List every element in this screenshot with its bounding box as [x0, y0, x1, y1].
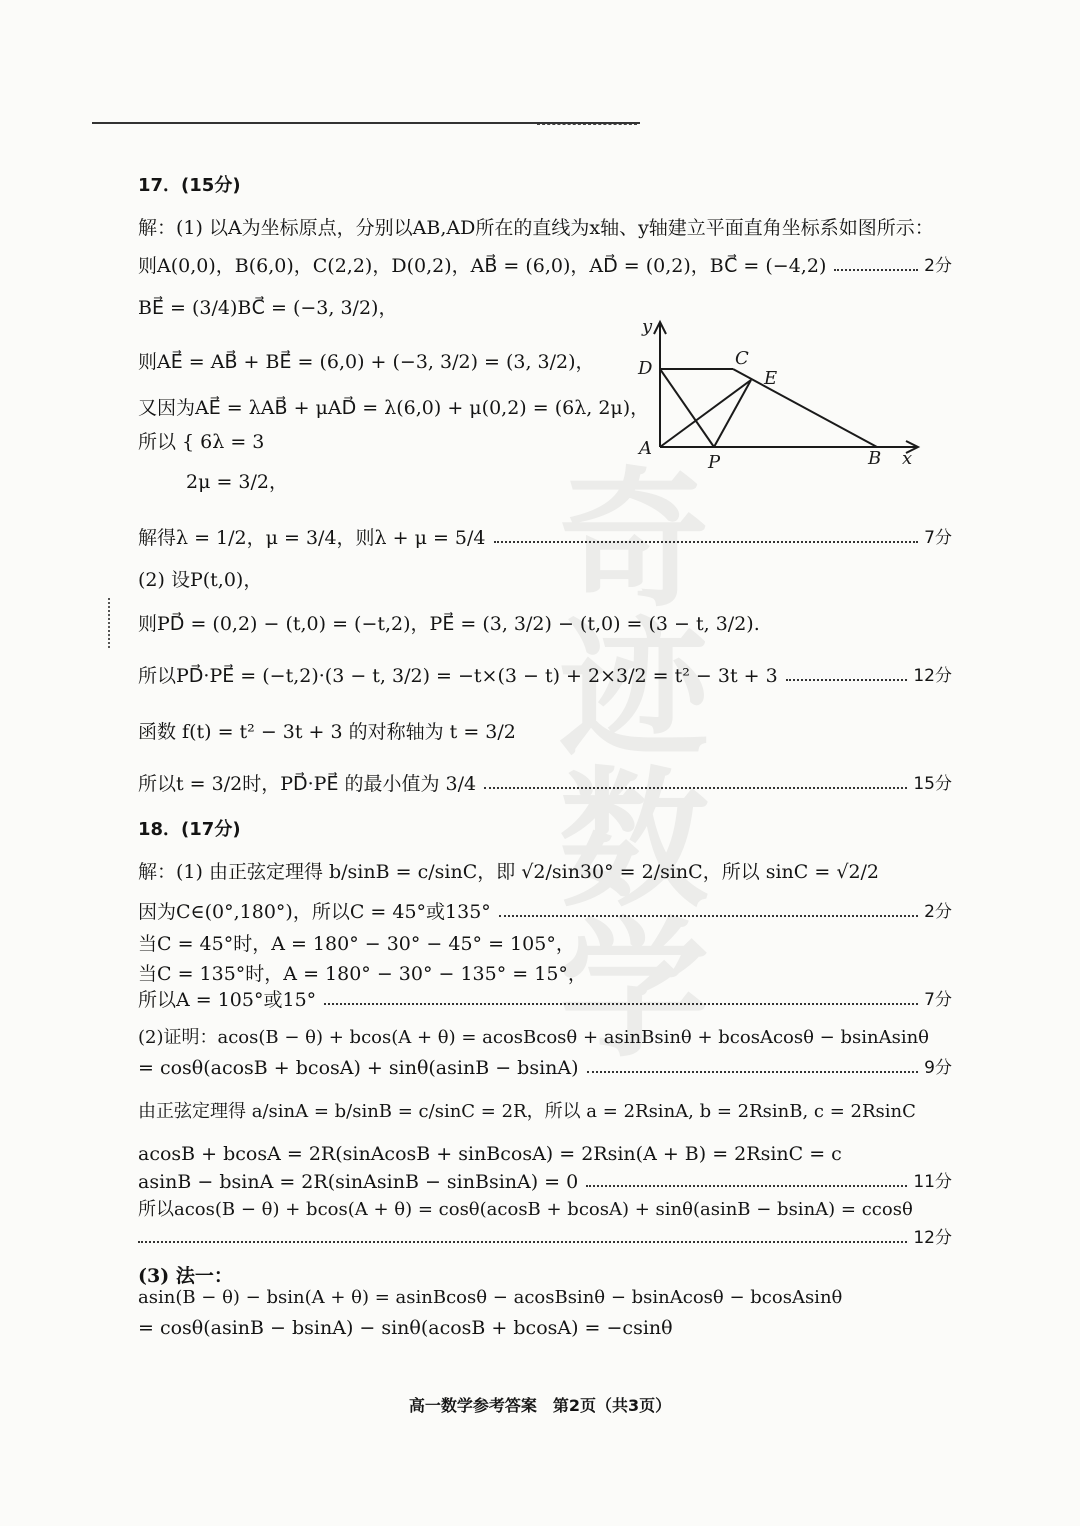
q18-line-9: acosB + bcosA = 2R(sinAcosB + sinBcosA) = 2Rsin(A + B) = 2RsinC = c: [138, 1143, 842, 1165]
q17-heading: 17．(15分): [138, 175, 241, 196]
leader-dots: [138, 1241, 907, 1243]
leader-dots: [587, 1071, 919, 1073]
q18-line-4: 当C = 135°时，A = 180° − 30° − 135° = 15°，: [138, 963, 587, 985]
coordinate-diagram: [630, 312, 930, 482]
leader-dots: [484, 787, 907, 789]
label-x: x: [902, 448, 913, 469]
q17-line-4: 则AE⃗ = AB⃗ + BE⃗ = (6,0) + (−3, 3/2) = (3, 3/2)，: [138, 351, 595, 373]
segment-CB: [733, 369, 877, 447]
label-E: E: [764, 368, 778, 389]
q18-line-1: 解：(1) 由正弦定理得 b/sinB = c/sinC，即 √2/sin30° = 2/sinC，所以 sinC = √2/2: [138, 861, 880, 883]
score: 2分: [924, 256, 952, 276]
leader-dots: [494, 541, 919, 543]
q18-line-13: (3) 法一：: [138, 1265, 233, 1287]
q17-line-10: 所以PD⃗·PE⃗ = (−t,2)·(3 − t, 3/2) = −t×(3 − t) + 2×3/2 = t² − 3t + 3 12分: [138, 665, 952, 687]
q17-line-7: 解得λ = 1/2，μ = 3/4，则λ + μ = 5/4 7分: [138, 527, 952, 549]
margin-mark: [108, 598, 110, 648]
q18-line-14: asin(B − θ) − bsin(A + θ) = asinBcosθ − acosBsinθ − bsinAcosθ − bcosAsinθ: [138, 1287, 843, 1308]
q18-line-8: 由正弦定理得 a/sinA = b/sinB = c/sinC = 2R，所以 a = 2RsinA, b = 2RsinB, c = 2RsinC: [138, 1101, 916, 1122]
score: 15分: [913, 774, 952, 794]
q18-heading: 18．(17分): [138, 819, 241, 840]
q18-line-11: 所以acos(B − θ) + bcos(A + θ) = cosθ(acosB + bcosA) + sinθ(asinB − bsinA) = ccosθ: [138, 1199, 913, 1220]
label-C: C: [735, 348, 749, 369]
q18-line-5: 所以A = 105°或15° 7分: [138, 989, 952, 1011]
score: 11分: [913, 1172, 952, 1192]
score: 9分: [924, 1058, 952, 1078]
q17-line-6a: 所以 { 6λ = 3: [138, 431, 265, 453]
watermark: 奇迹数学: [533, 460, 707, 1060]
q18-line-3: 当C = 45°时，A = 180° − 30° − 45° = 105°，: [138, 933, 575, 955]
q18-line-7: = cosθ(acosB + bcosA) + sinθ(asinB − bsinA) 9分: [138, 1057, 952, 1079]
label-y: y: [642, 316, 653, 337]
q17-line-2: 则A(0,0)，B(6,0)，C(2,2)，D(0,2)，AB⃗ = (6,0)，AD⃗ = (0,2)，BC⃗ = (−4,2) 2分: [138, 255, 952, 277]
label-P: P: [708, 452, 721, 473]
label-B: B: [868, 448, 882, 469]
q18-line-15: = cosθ(asinB − bsinA) − sinθ(acosB + bcosA) = −csinθ: [138, 1317, 673, 1339]
q18-line-12: [138, 1226, 952, 1250]
score: 7分: [924, 990, 952, 1010]
q17-line-11: 函数 f(t) = t² − 3t + 3 的对称轴为 t = 3/2: [138, 721, 516, 743]
q17-line-9: 则PD⃗ = (0,2) − (t,0) = (−t,2)，PE⃗ = (3, 3/2) − (t,0) = (3 − t, 3/2).: [138, 613, 760, 635]
page-footer: 高一数学参考答案 第2页（共3页）: [408, 1396, 672, 1415]
segment-DP: [660, 369, 714, 447]
q17-line-1: 解：(1) 以A为坐标原点，分别以AB,AD所在的直线为x轴、y轴建立平面直角坐标系如图所示：: [138, 217, 934, 239]
leader-dots: [786, 679, 908, 681]
score: 12分: [913, 666, 952, 686]
segment-PE: [714, 380, 751, 447]
q18-line-10: asinB − bsinA = 2R(sinAsinB − sinBsinA) = 0 11分: [138, 1171, 952, 1193]
label-A: A: [639, 438, 652, 459]
q18-line-6: (2)证明：acos(B − θ) + bcos(A + θ) = acosBcosθ + asinBsinθ + bcosAcosθ − bsinAsinθ: [138, 1027, 930, 1048]
q18-line-2: 因为C∈(0°,180°)，所以C = 45°或135° 2分: [138, 901, 952, 923]
q17-line-8: (2) 设P(t,0)，: [138, 569, 263, 591]
q17-line-5: 又因为AE⃗ = λAB⃗ + μAD⃗ = λ(6,0) + μ(0,2) = (6λ, 2μ)，: [138, 397, 650, 419]
q17-line-3: BE⃗ = (3/4)BC⃗ = (−3, 3/2)，: [138, 297, 398, 319]
q17-line-12: 所以t = 3/2时，PD⃗·PE⃗ 的最小值为 3/4 15分: [138, 773, 952, 795]
score: 7分: [924, 528, 952, 548]
score: 2分: [924, 902, 952, 922]
label-D: D: [638, 358, 653, 379]
leader-dots: [499, 915, 918, 917]
top-rule-dashed: [537, 124, 637, 125]
leader-dots: [324, 1003, 918, 1005]
leader-dots: [834, 269, 918, 271]
score: 12分: [913, 1228, 952, 1248]
leader-dots: [586, 1185, 907, 1187]
q17-line-6b: 2μ = 3/2，: [186, 471, 289, 493]
